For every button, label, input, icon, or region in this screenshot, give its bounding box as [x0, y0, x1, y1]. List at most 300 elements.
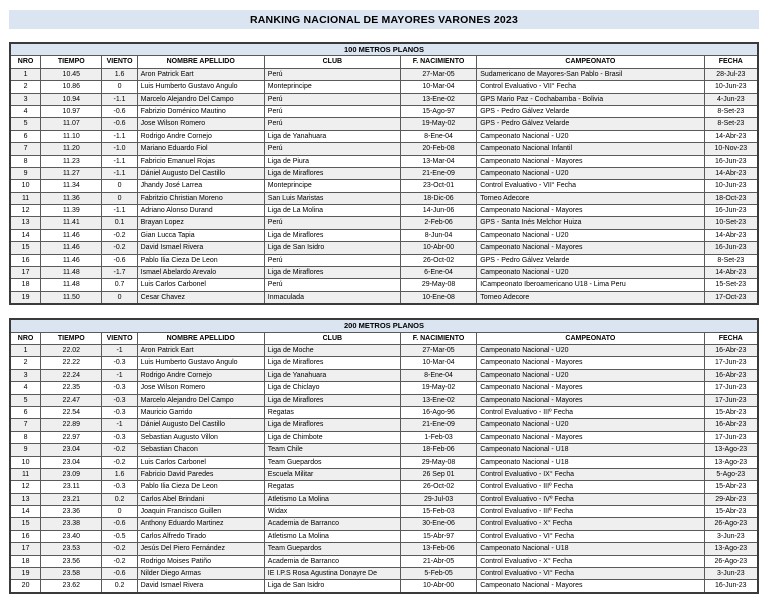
table-cell: Campeonato Nacional - Mayores	[477, 382, 704, 394]
table-cell: Liga de Miraflores	[264, 357, 400, 369]
table-cell: Luis Humberto Gustavo Angulo	[137, 81, 264, 93]
table-row	[10, 130, 758, 142]
table-cell: 29-May-08	[400, 279, 476, 291]
table-cell: 23.21	[41, 493, 102, 505]
column-header: FECHA	[704, 56, 758, 68]
table-cell: 0.2	[102, 493, 137, 505]
table-cell: 15-Set-23	[704, 279, 758, 291]
table-cell: Brayan Lopez	[137, 217, 264, 229]
table-cell: Campeonato Nacional - Mayores	[477, 431, 704, 443]
table-cell: 22.54	[41, 406, 102, 418]
table-cell: -0.6	[102, 118, 137, 130]
table-cell: -1	[102, 344, 137, 356]
section-header-200m: 200 METROS PLANOS	[10, 319, 758, 332]
table-cell: Liga de Chiclayo	[264, 382, 400, 394]
column-header: NOMBRE APELLIDO	[137, 56, 264, 68]
table-cell: 17-Jun-23	[704, 394, 758, 406]
table-row	[10, 81, 758, 93]
table-row	[10, 493, 758, 505]
column-header-row	[10, 56, 758, 68]
table-cell: 22.97	[41, 431, 102, 443]
table-cell: 27-Mar-05	[400, 68, 476, 80]
table-cell: Perú	[264, 279, 400, 291]
table-cell: 1.6	[102, 468, 137, 480]
table-cell: -0.3	[102, 406, 137, 418]
table-cell: 10-Jun-23	[704, 81, 758, 93]
table-cell: Campeonato Nacional - Mayores	[477, 580, 704, 593]
table-cell: GPS - Santa Inés Melchor Huiza	[477, 217, 704, 229]
table-cell: Liga de La Molina	[264, 205, 400, 217]
table-cell: 21-Abr-05	[400, 555, 476, 567]
table-cell: Campeonato Nacional Infantil	[477, 143, 704, 155]
table-cell: 10.86	[41, 81, 102, 93]
table-cell: 4-Jun-23	[704, 93, 758, 105]
table-cell: -0.2	[102, 229, 137, 241]
table-cell: Liga de Miraflores	[264, 394, 400, 406]
table-cell: Control Evaluativo - IX° Fecha	[477, 468, 704, 480]
table-cell: 17-Jun-23	[704, 431, 758, 443]
table-cell: Atletismo La Molina	[264, 493, 400, 505]
table-cell: 21-Ene-09	[400, 419, 476, 431]
table-row	[10, 357, 758, 369]
table-cell: GPS - Pedro Gálvez Velarde	[477, 118, 704, 130]
table-cell: 22.24	[41, 369, 102, 381]
table-cell: 7	[10, 419, 41, 431]
table-row	[10, 242, 758, 254]
table-cell: 16-Jun-23	[704, 155, 758, 167]
table-row	[10, 580, 758, 593]
table-cell: 16-Abr-23	[704, 344, 758, 356]
table-cell: 22.47	[41, 394, 102, 406]
table-cell: Perú	[264, 143, 400, 155]
table-cell: 0	[102, 192, 137, 204]
table-cell: Perú	[264, 68, 400, 80]
table-cell: 8-Jun-04	[400, 229, 476, 241]
table-cell: 23.62	[41, 580, 102, 593]
table-cell: Ismael Abelardo Arevalo	[137, 267, 264, 279]
table-cell: 28-Jul-23	[704, 68, 758, 80]
table-row	[10, 481, 758, 493]
table-cell: 26-Oct-02	[400, 254, 476, 266]
table-cell: -0.6	[102, 568, 137, 580]
table-cell: 23.04	[41, 444, 102, 456]
table-cell: 10-Jun-23	[704, 180, 758, 192]
table-cell: -0.3	[102, 481, 137, 493]
table-cell: Perú	[264, 217, 400, 229]
table-cell: 5	[10, 118, 41, 130]
table-cell: 16-Abr-23	[704, 419, 758, 431]
table-cell: 22.22	[41, 357, 102, 369]
table-cell: 5-Feb-05	[400, 568, 476, 580]
table-row	[10, 68, 758, 80]
table-cell: GPS - Pedro Gálvez Velarde	[477, 254, 704, 266]
table-row	[10, 419, 758, 431]
table-cell: 13-Ago-23	[704, 444, 758, 456]
table-cell: 0.1	[102, 217, 137, 229]
table-cell: 10-Ene-08	[400, 291, 476, 304]
table-cell: Aron Patrick Eart	[137, 68, 264, 80]
table-row	[10, 468, 758, 480]
table-row	[10, 456, 758, 468]
table-cell: 13-Ago-23	[704, 456, 758, 468]
table-cell: 11.46	[41, 254, 102, 266]
table-cell: -0.3	[102, 382, 137, 394]
table-cell: 30-Ene-06	[400, 518, 476, 530]
table-cell: 23.11	[41, 481, 102, 493]
table-cell: Pablo Ilia Cieza De Leon	[137, 254, 264, 266]
table-cell: Carlos Abel Brindani	[137, 493, 264, 505]
table-row	[10, 279, 758, 291]
table-cell: Campeonato Nacional - U20	[477, 267, 704, 279]
table-cell: Atletismo La Molina	[264, 530, 400, 542]
table-cell: Nilder Diego Armas	[137, 568, 264, 580]
table-cell: Cesar Chavez	[137, 291, 264, 304]
table-cell: 15	[10, 242, 41, 254]
table-cell: -0.6	[102, 518, 137, 530]
table-cell: 10-Mar-04	[400, 357, 476, 369]
table-cell: Joaquin Francisco Guillen	[137, 506, 264, 518]
table-cell: 10-Set-23	[704, 217, 758, 229]
table-cell: 12	[10, 481, 41, 493]
table-cell: Marcelo Alejandro Del Campo	[137, 394, 264, 406]
table-cell: 15-Abr-23	[704, 481, 758, 493]
table-cell: -0.2	[102, 555, 137, 567]
column-header: F. NACIMIENTO	[400, 332, 476, 344]
table-row	[10, 267, 758, 279]
table-cell: Monteprincipe	[264, 81, 400, 93]
table-row	[10, 155, 758, 167]
table-cell: 23.09	[41, 468, 102, 480]
table-cell: 9	[10, 444, 41, 456]
column-header: CAMPEONATO	[477, 332, 704, 344]
table-cell: 15	[10, 518, 41, 530]
table-row	[10, 431, 758, 443]
table-row	[10, 291, 758, 304]
table-cell: 19	[10, 568, 41, 580]
table-cell: 16-Ago-96	[400, 406, 476, 418]
table-cell: Jhandy José Larrea	[137, 180, 264, 192]
table-cell: Campeonato Nacional - U20	[477, 344, 704, 356]
column-header: CLUB	[264, 332, 400, 344]
table-cell: Control Evaluativo - IIIº Fecha	[477, 406, 704, 418]
table-cell: 15-Feb-03	[400, 506, 476, 518]
table-cell: 26-Oct-02	[400, 481, 476, 493]
table-cell: Liga de Chimbote	[264, 431, 400, 443]
table-cell: Liga de Piura	[264, 155, 400, 167]
table-row	[10, 568, 758, 580]
table-cell: Sebastian Chacon	[137, 444, 264, 456]
table-cell: 18-Dic-06	[400, 192, 476, 204]
table-cell: Widax	[264, 506, 400, 518]
table-cell: 13-Ago-23	[704, 543, 758, 555]
table-cell: -0.2	[102, 444, 137, 456]
table-cell: 11.48	[41, 267, 102, 279]
table-cell: 11.36	[41, 192, 102, 204]
table-cell: 22.35	[41, 382, 102, 394]
table-cell: 11.27	[41, 167, 102, 179]
table-cell: 17	[10, 543, 41, 555]
table-200-metros-planos	[9, 318, 759, 594]
table-cell: 8-Set-23	[704, 105, 758, 117]
table-cell: 16-Jun-23	[704, 242, 758, 254]
table-cell: 13	[10, 217, 41, 229]
table-cell: Jose Wilson Romero	[137, 118, 264, 130]
table-row	[10, 543, 758, 555]
table-cell: 10	[10, 456, 41, 468]
table-cell: 15-Abr-23	[704, 506, 758, 518]
table-cell: Liga de Miraflores	[264, 167, 400, 179]
table-cell: Campeonato Nacional - U20	[477, 369, 704, 381]
table-cell: 14-Jun-06	[400, 205, 476, 217]
table-cell: -1.1	[102, 205, 137, 217]
table-cell: Mariano Eduardo Fiol	[137, 143, 264, 155]
table-cell: 1.6	[102, 68, 137, 80]
table-cell: 16-Abr-23	[704, 369, 758, 381]
table-cell: 6-Ene-04	[400, 267, 476, 279]
table-cell: Liga de Miraflores	[264, 419, 400, 431]
table-cell: 18	[10, 555, 41, 567]
table-row	[10, 394, 758, 406]
table-cell: 15-Abr-97	[400, 530, 476, 542]
table-cell: 13-Feb-06	[400, 543, 476, 555]
table-cell: 23-Oct-01	[400, 180, 476, 192]
table-cell: 4	[10, 382, 41, 394]
table-cell: Marcelo Alejandro Del Campo	[137, 93, 264, 105]
table-cell: Luis Carlos Carbonel	[137, 279, 264, 291]
section-header-100m: 100 METROS PLANOS	[10, 43, 758, 56]
table-cell: 0.7	[102, 279, 137, 291]
table-row	[10, 369, 758, 381]
table-cell: Liga de Yanahuara	[264, 130, 400, 142]
table-cell: Perú	[264, 118, 400, 130]
table-cell: 10.94	[41, 93, 102, 105]
table-cell: 6	[10, 130, 41, 142]
table-cell: -1	[102, 369, 137, 381]
table-cell: 29-Jul-03	[400, 493, 476, 505]
table-cell: 23.53	[41, 543, 102, 555]
table-cell: 18	[10, 279, 41, 291]
table-cell: 0	[102, 81, 137, 93]
table-row	[10, 192, 758, 204]
table-row	[10, 229, 758, 241]
table-cell: 1	[10, 344, 41, 356]
table-cell: 22.02	[41, 344, 102, 356]
table-cell: Academia de Barranco	[264, 555, 400, 567]
table-100-metros-planos	[9, 42, 759, 305]
table-cell: Fabricio Emanuel Rojas	[137, 155, 264, 167]
table-cell: Liga de Miraflores	[264, 267, 400, 279]
table-cell: 10.45	[41, 68, 102, 80]
table-row	[10, 530, 758, 542]
table-cell: Perú	[264, 254, 400, 266]
table-cell: 17-Oct-23	[704, 291, 758, 304]
table-cell: -0.3	[102, 357, 137, 369]
table-cell: Sebastian Augusto Villon	[137, 431, 264, 443]
table-cell: Jesús Del Piero Fernández	[137, 543, 264, 555]
table-cell: Perú	[264, 93, 400, 105]
table-cell: 8-Ene-04	[400, 130, 476, 142]
table-cell: 23.04	[41, 456, 102, 468]
table-cell: Monteprincipe	[264, 180, 400, 192]
table-cell: Aron Patrick Eart	[137, 344, 264, 356]
table-cell: 10-Abr-00	[400, 580, 476, 593]
table-cell: 26-Ago-23	[704, 555, 758, 567]
table-cell: 26-Ago-23	[704, 518, 758, 530]
table-cell: 4	[10, 105, 41, 117]
table-cell: David Ismael Rivera	[137, 580, 264, 593]
table-cell: -0.3	[102, 431, 137, 443]
table-cell: Academia de Barranco	[264, 518, 400, 530]
table-row	[10, 555, 758, 567]
table-cell: -1.1	[102, 130, 137, 142]
column-header: VIENTO	[102, 56, 137, 68]
table-cell: 8	[10, 431, 41, 443]
table-cell: 11.34	[41, 180, 102, 192]
table-cell: 3-Jun-23	[704, 530, 758, 542]
table-cell: Dániel Augusto Del Castillo	[137, 419, 264, 431]
table-cell: Torneo Adecore	[477, 192, 704, 204]
table-cell: 16	[10, 530, 41, 542]
table-cell: Liga de Moche	[264, 344, 400, 356]
table-cell: 11.10	[41, 130, 102, 142]
table-cell: 0.2	[102, 580, 137, 593]
column-header: NRO	[10, 56, 41, 68]
table-cell: -0.2	[102, 242, 137, 254]
table-row	[10, 217, 758, 229]
table-cell: -1.1	[102, 155, 137, 167]
column-header: FECHA	[704, 332, 758, 344]
table-cell: 14	[10, 506, 41, 518]
table-row	[10, 254, 758, 266]
table-cell: 15-Abr-23	[704, 406, 758, 418]
table-cell: Liga de Miraflores	[264, 229, 400, 241]
table-cell: 23.40	[41, 530, 102, 542]
table-cell: Torneo Adecore	[477, 291, 704, 304]
table-cell: Campeonato Nacional - Mayores	[477, 155, 704, 167]
table-cell: Campeonato Nacional - U18	[477, 456, 704, 468]
table-cell: -1.0	[102, 143, 137, 155]
table-cell: 11	[10, 468, 41, 480]
table-cell: 11	[10, 192, 41, 204]
table-cell: Campeonato Nacional - U18	[477, 543, 704, 555]
table-cell: Regatas	[264, 406, 400, 418]
table-cell: -1.1	[102, 167, 137, 179]
table-cell: 20-Feb-08	[400, 143, 476, 155]
table-cell: 11.48	[41, 279, 102, 291]
table-cell: 8-Set-23	[704, 118, 758, 130]
table-cell: 15-Ago-97	[400, 105, 476, 117]
table-cell: 12	[10, 205, 41, 217]
table-cell: 11.46	[41, 229, 102, 241]
table-row	[10, 118, 758, 130]
table-cell: 16	[10, 254, 41, 266]
table-body-200m	[10, 344, 758, 592]
table-row	[10, 93, 758, 105]
table-cell: 14-Abr-23	[704, 130, 758, 142]
table-cell: Control Evaluativo - VI° Fecha	[477, 530, 704, 542]
table-cell: 19-May-02	[400, 118, 476, 130]
table-cell: 16-Jun-23	[704, 580, 758, 593]
table-cell: Campeonato Nacional - U20	[477, 419, 704, 431]
table-row	[10, 180, 758, 192]
table-cell: 23.56	[41, 555, 102, 567]
column-header: CAMPEONATO	[477, 56, 704, 68]
table-cell: 14-Abr-23	[704, 229, 758, 241]
table-row	[10, 506, 758, 518]
column-header: CLUB	[264, 56, 400, 68]
table-cell: Jose Wilson Romero	[137, 382, 264, 394]
table-cell: Rodrigo Andre Cornejo	[137, 369, 264, 381]
table-row	[10, 518, 758, 530]
table-cell: Campeonato Nacional - Mayores	[477, 357, 704, 369]
table-cell: 20	[10, 580, 41, 593]
table-cell: Adriano Alonso Durand	[137, 205, 264, 217]
table-cell: 6	[10, 406, 41, 418]
table-cell: Campeonato Nacional - U20	[477, 229, 704, 241]
table-cell: 18-Feb-06	[400, 444, 476, 456]
table-cell: 11.23	[41, 155, 102, 167]
column-header: TIEMPO	[41, 56, 102, 68]
table-cell: Regatas	[264, 481, 400, 493]
table-row	[10, 167, 758, 179]
table-cell: 3	[10, 369, 41, 381]
table-cell: 11.20	[41, 143, 102, 155]
column-header-row	[10, 332, 758, 344]
table-cell: Liga de San Isidro	[264, 580, 400, 593]
table-cell: 14	[10, 229, 41, 241]
table-cell: Control Evaluativo - VI° Fecha	[477, 568, 704, 580]
table-cell: Fabrizio Doménico Mautino	[137, 105, 264, 117]
table-cell: Mauricio Garrido	[137, 406, 264, 418]
table-cell: Campeonato Nacional - U20	[477, 130, 704, 142]
table-cell: 11.07	[41, 118, 102, 130]
page-title: RANKING NACIONAL DE MAYORES VARONES 2023	[9, 10, 759, 29]
table-cell: 8-Set-23	[704, 254, 758, 266]
table-cell: 0	[102, 506, 137, 518]
table-cell: 2-Feb-06	[400, 217, 476, 229]
table-cell: Liga de San Isidro	[264, 242, 400, 254]
table-cell: 17	[10, 267, 41, 279]
table-row	[10, 406, 758, 418]
table-cell: Campeonato Nacional - U20	[477, 167, 704, 179]
table-cell: 13	[10, 493, 41, 505]
table-cell: Control Evaluativo - VII° Fecha	[477, 81, 704, 93]
table-cell: 7	[10, 143, 41, 155]
table-cell: Control Evaluativo - VII° Fecha	[477, 180, 704, 192]
table-cell: Control Evaluativo - IIIº Fecha	[477, 481, 704, 493]
table-cell: Campeonato Nacional - Mayores	[477, 394, 704, 406]
table-row	[10, 105, 758, 117]
table-cell: 11.46	[41, 242, 102, 254]
table-cell: 29-Abr-23	[704, 493, 758, 505]
table-cell: Anthony Eduardo Martinez	[137, 518, 264, 530]
table-cell: 11.39	[41, 205, 102, 217]
table-cell: Inmaculada	[264, 291, 400, 304]
table-cell: -0.6	[102, 105, 137, 117]
table-cell: 17-Jun-23	[704, 357, 758, 369]
table-row	[10, 205, 758, 217]
table-cell: 21-Ene-09	[400, 167, 476, 179]
table-cell: 19	[10, 291, 41, 304]
column-header: TIEMPO	[41, 332, 102, 344]
table-cell: Sudamericano de Mayores-San Pablo - Brasil	[477, 68, 704, 80]
table-cell: 10	[10, 180, 41, 192]
table-cell: 22.89	[41, 419, 102, 431]
table-body-100m	[10, 68, 758, 304]
table-cell: 8	[10, 155, 41, 167]
table-cell: 14-Abr-23	[704, 167, 758, 179]
table-cell: Rodrigo Andre Cornejo	[137, 130, 264, 142]
